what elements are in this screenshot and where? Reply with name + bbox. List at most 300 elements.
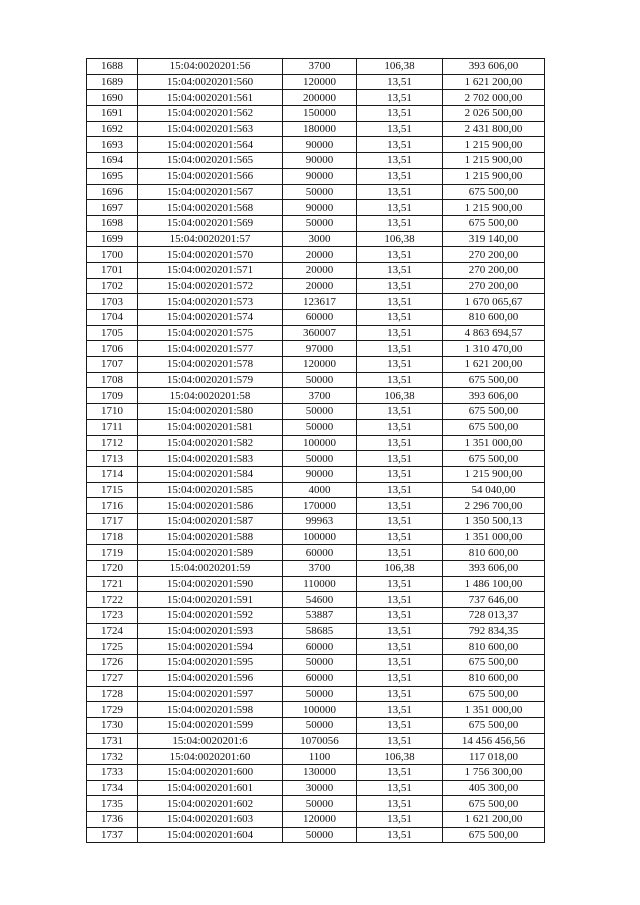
row-number-cell: 1727 — [87, 670, 138, 686]
cadastral-number-cell: 15:04:0020201:591 — [138, 592, 283, 608]
rate-cell: 13,51 — [357, 827, 443, 843]
rate-cell: 13,51 — [357, 466, 443, 482]
row-number-cell: 1717 — [87, 513, 138, 529]
row-number-cell: 1700 — [87, 247, 138, 263]
area-cell: 3000 — [283, 231, 357, 247]
value-cell: 737 646,00 — [443, 592, 545, 608]
area-cell: 120000 — [283, 74, 357, 90]
table-row — [87, 278, 545, 294]
value-cell: 319 140,00 — [443, 231, 545, 247]
value-cell: 675 500,00 — [443, 419, 545, 435]
value-cell: 405 300,00 — [443, 780, 545, 796]
cadastral-number-cell: 15:04:0020201:589 — [138, 545, 283, 561]
row-number-cell: 1711 — [87, 419, 138, 435]
row-number-cell: 1734 — [87, 780, 138, 796]
table-row — [87, 702, 545, 718]
table-row — [87, 357, 545, 373]
value-cell: 393 606,00 — [443, 561, 545, 577]
rate-cell: 13,51 — [357, 341, 443, 357]
area-cell: 3700 — [283, 561, 357, 577]
value-cell: 675 500,00 — [443, 215, 545, 231]
cadastral-number-cell: 15:04:0020201:581 — [138, 419, 283, 435]
row-number-cell: 1694 — [87, 153, 138, 169]
area-cell: 90000 — [283, 168, 357, 184]
table-row — [87, 686, 545, 702]
value-cell: 393 606,00 — [443, 59, 545, 75]
cadastral-number-cell: 15:04:0020201:56 — [138, 59, 283, 75]
table-row — [87, 749, 545, 765]
row-number-cell: 1710 — [87, 404, 138, 420]
value-cell: 1 351 000,00 — [443, 702, 545, 718]
table-row — [87, 184, 545, 200]
value-cell: 675 500,00 — [443, 404, 545, 420]
table-row — [87, 419, 545, 435]
row-number-cell: 1704 — [87, 310, 138, 326]
rate-cell: 13,51 — [357, 419, 443, 435]
table-row — [87, 717, 545, 733]
row-number-cell: 1690 — [87, 90, 138, 106]
table-row — [87, 231, 545, 247]
value-cell: 1 621 200,00 — [443, 357, 545, 373]
row-number-cell: 1720 — [87, 561, 138, 577]
rate-cell: 13,51 — [357, 278, 443, 294]
cadastral-number-cell: 15:04:0020201:6 — [138, 733, 283, 749]
value-cell: 675 500,00 — [443, 717, 545, 733]
cadastral-number-cell: 15:04:0020201:567 — [138, 184, 283, 200]
table-row — [87, 341, 545, 357]
area-cell: 90000 — [283, 200, 357, 216]
rate-cell: 13,51 — [357, 357, 443, 373]
table-row — [87, 137, 545, 153]
rate-cell: 106,38 — [357, 749, 443, 765]
row-number-cell: 1698 — [87, 215, 138, 231]
table-row — [87, 513, 545, 529]
table-body — [87, 59, 545, 843]
value-cell: 54 040,00 — [443, 482, 545, 498]
cadastral-number-cell: 15:04:0020201:58 — [138, 388, 283, 404]
row-number-cell: 1719 — [87, 545, 138, 561]
rate-cell: 13,51 — [357, 592, 443, 608]
row-number-cell: 1733 — [87, 764, 138, 780]
rate-cell: 13,51 — [357, 482, 443, 498]
rate-cell: 13,51 — [357, 153, 443, 169]
table-row — [87, 561, 545, 577]
rate-cell: 13,51 — [357, 294, 443, 310]
table-row — [87, 451, 545, 467]
value-cell: 1 756 300,00 — [443, 764, 545, 780]
rate-cell: 13,51 — [357, 655, 443, 671]
area-cell: 20000 — [283, 278, 357, 294]
row-number-cell: 1713 — [87, 451, 138, 467]
value-cell: 2 026 500,00 — [443, 106, 545, 122]
value-cell: 14 456 456,56 — [443, 733, 545, 749]
row-number-cell: 1689 — [87, 74, 138, 90]
cadastral-number-cell: 15:04:0020201:599 — [138, 717, 283, 733]
cadastral-number-cell: 15:04:0020201:573 — [138, 294, 283, 310]
row-number-cell: 1697 — [87, 200, 138, 216]
rate-cell: 13,51 — [357, 262, 443, 278]
area-cell: 20000 — [283, 247, 357, 263]
value-cell: 675 500,00 — [443, 655, 545, 671]
area-cell: 3700 — [283, 388, 357, 404]
cadastral-number-cell: 15:04:0020201:595 — [138, 655, 283, 671]
rate-cell: 13,51 — [357, 717, 443, 733]
value-cell: 1 215 900,00 — [443, 168, 545, 184]
table-row — [87, 670, 545, 686]
area-cell: 99963 — [283, 513, 357, 529]
area-cell: 60000 — [283, 639, 357, 655]
cadastral-number-cell: 15:04:0020201:596 — [138, 670, 283, 686]
cadastral-number-cell: 15:04:0020201:594 — [138, 639, 283, 655]
area-cell: 54600 — [283, 592, 357, 608]
area-cell: 50000 — [283, 184, 357, 200]
cadastral-number-cell: 15:04:0020201:584 — [138, 466, 283, 482]
row-number-cell: 1714 — [87, 466, 138, 482]
area-cell: 50000 — [283, 655, 357, 671]
cadastral-number-cell: 15:04:0020201:568 — [138, 200, 283, 216]
area-cell: 50000 — [283, 796, 357, 812]
row-number-cell: 1709 — [87, 388, 138, 404]
rate-cell: 13,51 — [357, 184, 443, 200]
value-cell: 810 600,00 — [443, 670, 545, 686]
row-number-cell: 1718 — [87, 529, 138, 545]
table-row — [87, 733, 545, 749]
cadastral-number-cell: 15:04:0020201:579 — [138, 372, 283, 388]
rate-cell: 13,51 — [357, 702, 443, 718]
cadastral-number-cell: 15:04:0020201:574 — [138, 310, 283, 326]
rate-cell: 13,51 — [357, 670, 443, 686]
table-row — [87, 153, 545, 169]
cadastral-number-cell: 15:04:0020201:562 — [138, 106, 283, 122]
row-number-cell: 1693 — [87, 137, 138, 153]
table-row — [87, 466, 545, 482]
area-cell: 50000 — [283, 372, 357, 388]
table-row — [87, 545, 545, 561]
value-cell: 675 500,00 — [443, 451, 545, 467]
rate-cell: 13,51 — [357, 325, 443, 341]
value-cell: 1 350 500,13 — [443, 513, 545, 529]
rate-cell: 13,51 — [357, 372, 443, 388]
rate-cell: 13,51 — [357, 200, 443, 216]
area-cell: 30000 — [283, 780, 357, 796]
rate-cell: 13,51 — [357, 106, 443, 122]
value-cell: 1 215 900,00 — [443, 466, 545, 482]
rate-cell: 13,51 — [357, 686, 443, 702]
value-cell: 1 215 900,00 — [443, 200, 545, 216]
table-row — [87, 310, 545, 326]
cadastral-number-cell: 15:04:0020201:564 — [138, 137, 283, 153]
cadastral-number-cell: 15:04:0020201:604 — [138, 827, 283, 843]
value-cell: 1 310 470,00 — [443, 341, 545, 357]
rate-cell: 13,51 — [357, 608, 443, 624]
row-number-cell: 1707 — [87, 357, 138, 373]
value-cell: 675 500,00 — [443, 686, 545, 702]
area-cell: 97000 — [283, 341, 357, 357]
area-cell: 90000 — [283, 466, 357, 482]
cadastral-number-cell: 15:04:0020201:577 — [138, 341, 283, 357]
value-cell: 2 431 800,00 — [443, 121, 545, 137]
area-cell: 20000 — [283, 262, 357, 278]
row-number-cell: 1706 — [87, 341, 138, 357]
row-number-cell: 1729 — [87, 702, 138, 718]
area-cell: 90000 — [283, 153, 357, 169]
table-row — [87, 106, 545, 122]
value-cell: 675 500,00 — [443, 372, 545, 388]
value-cell: 2 702 000,00 — [443, 90, 545, 106]
row-number-cell: 1726 — [87, 655, 138, 671]
area-cell: 120000 — [283, 357, 357, 373]
rate-cell: 13,51 — [357, 513, 443, 529]
cadastral-number-cell: 15:04:0020201:583 — [138, 451, 283, 467]
area-cell: 50000 — [283, 451, 357, 467]
table-row — [87, 247, 545, 263]
cadastral-number-cell: 15:04:0020201:563 — [138, 121, 283, 137]
row-number-cell: 1705 — [87, 325, 138, 341]
area-cell: 180000 — [283, 121, 357, 137]
row-number-cell: 1721 — [87, 576, 138, 592]
cadastral-number-cell: 15:04:0020201:561 — [138, 90, 283, 106]
cadastral-number-cell: 15:04:0020201:600 — [138, 764, 283, 780]
value-cell: 810 600,00 — [443, 639, 545, 655]
table-row — [87, 372, 545, 388]
table-row — [87, 827, 545, 843]
row-number-cell: 1715 — [87, 482, 138, 498]
rate-cell: 13,51 — [357, 780, 443, 796]
cadastral-number-cell: 15:04:0020201:593 — [138, 623, 283, 639]
cadastral-number-cell: 15:04:0020201:582 — [138, 435, 283, 451]
area-cell: 110000 — [283, 576, 357, 592]
rate-cell: 13,51 — [357, 576, 443, 592]
area-cell: 50000 — [283, 419, 357, 435]
cadastral-number-cell: 15:04:0020201:560 — [138, 74, 283, 90]
rate-cell: 13,51 — [357, 121, 443, 137]
table-row — [87, 90, 545, 106]
value-cell: 1 670 065,67 — [443, 294, 545, 310]
row-number-cell: 1712 — [87, 435, 138, 451]
table-row — [87, 168, 545, 184]
area-cell: 53887 — [283, 608, 357, 624]
area-cell: 58685 — [283, 623, 357, 639]
row-number-cell: 1691 — [87, 106, 138, 122]
value-cell: 1 621 200,00 — [443, 74, 545, 90]
value-cell: 675 500,00 — [443, 827, 545, 843]
value-cell: 2 296 700,00 — [443, 498, 545, 514]
rate-cell: 106,38 — [357, 561, 443, 577]
area-cell: 50000 — [283, 827, 357, 843]
row-number-cell: 1736 — [87, 812, 138, 828]
rate-cell: 13,51 — [357, 639, 443, 655]
row-number-cell: 1725 — [87, 639, 138, 655]
table-row — [87, 388, 545, 404]
row-number-cell: 1723 — [87, 608, 138, 624]
value-cell: 1 486 100,00 — [443, 576, 545, 592]
rate-cell: 13,51 — [357, 623, 443, 639]
area-cell: 100000 — [283, 435, 357, 451]
area-cell: 120000 — [283, 812, 357, 828]
table-row — [87, 74, 545, 90]
row-number-cell: 1737 — [87, 827, 138, 843]
table-row — [87, 59, 545, 75]
row-number-cell: 1724 — [87, 623, 138, 639]
row-number-cell: 1731 — [87, 733, 138, 749]
area-cell: 1070056 — [283, 733, 357, 749]
rate-cell: 13,51 — [357, 498, 443, 514]
value-cell: 675 500,00 — [443, 796, 545, 812]
value-cell: 792 834,35 — [443, 623, 545, 639]
cadastral-number-cell: 15:04:0020201:587 — [138, 513, 283, 529]
rate-cell: 13,51 — [357, 168, 443, 184]
rate-cell: 13,51 — [357, 545, 443, 561]
table-row — [87, 592, 545, 608]
rate-cell: 13,51 — [357, 404, 443, 420]
rate-cell: 13,51 — [357, 812, 443, 828]
area-cell: 4000 — [283, 482, 357, 498]
cadastral-number-cell: 15:04:0020201:580 — [138, 404, 283, 420]
table-row — [87, 404, 545, 420]
value-cell: 675 500,00 — [443, 184, 545, 200]
row-number-cell: 1716 — [87, 498, 138, 514]
table-row — [87, 780, 545, 796]
cadastral-number-cell: 15:04:0020201:578 — [138, 357, 283, 373]
value-cell: 1 621 200,00 — [443, 812, 545, 828]
area-cell: 200000 — [283, 90, 357, 106]
cadastral-number-cell: 15:04:0020201:603 — [138, 812, 283, 828]
rate-cell: 13,51 — [357, 764, 443, 780]
table-row — [87, 529, 545, 545]
area-cell: 50000 — [283, 717, 357, 733]
rate-cell: 13,51 — [357, 451, 443, 467]
cadastral-number-cell: 15:04:0020201:588 — [138, 529, 283, 545]
table-row — [87, 639, 545, 655]
area-cell: 3700 — [283, 59, 357, 75]
row-number-cell: 1728 — [87, 686, 138, 702]
area-cell: 170000 — [283, 498, 357, 514]
table-row — [87, 796, 545, 812]
value-cell: 810 600,00 — [443, 310, 545, 326]
value-cell: 270 200,00 — [443, 262, 545, 278]
table-row — [87, 482, 545, 498]
area-cell: 150000 — [283, 106, 357, 122]
row-number-cell: 1703 — [87, 294, 138, 310]
rate-cell: 106,38 — [357, 388, 443, 404]
table-row — [87, 623, 545, 639]
cadastral-number-cell: 15:04:0020201:59 — [138, 561, 283, 577]
rate-cell: 13,51 — [357, 310, 443, 326]
table-row — [87, 435, 545, 451]
cadastral-number-cell: 15:04:0020201:597 — [138, 686, 283, 702]
value-cell: 1 351 000,00 — [443, 435, 545, 451]
rate-cell: 13,51 — [357, 435, 443, 451]
table-row — [87, 764, 545, 780]
row-number-cell: 1696 — [87, 184, 138, 200]
row-number-cell: 1708 — [87, 372, 138, 388]
cadastral-number-cell: 15:04:0020201:601 — [138, 780, 283, 796]
row-number-cell: 1732 — [87, 749, 138, 765]
cadastral-number-cell: 15:04:0020201:60 — [138, 749, 283, 765]
area-cell: 130000 — [283, 764, 357, 780]
rate-cell: 13,51 — [357, 74, 443, 90]
value-cell: 117 018,00 — [443, 749, 545, 765]
row-number-cell: 1688 — [87, 59, 138, 75]
area-cell: 60000 — [283, 670, 357, 686]
area-cell: 60000 — [283, 310, 357, 326]
value-cell: 4 863 694,57 — [443, 325, 545, 341]
rate-cell: 13,51 — [357, 215, 443, 231]
value-cell: 728 013,37 — [443, 608, 545, 624]
cadastral-number-cell: 15:04:0020201:572 — [138, 278, 283, 294]
cadastral-number-cell: 15:04:0020201:57 — [138, 231, 283, 247]
cadastral-number-cell: 15:04:0020201:570 — [138, 247, 283, 263]
table-row — [87, 215, 545, 231]
rate-cell: 13,51 — [357, 796, 443, 812]
cadastral-number-cell: 15:04:0020201:585 — [138, 482, 283, 498]
area-cell: 123617 — [283, 294, 357, 310]
row-number-cell: 1735 — [87, 796, 138, 812]
area-cell: 50000 — [283, 686, 357, 702]
table-row — [87, 294, 545, 310]
table-row — [87, 200, 545, 216]
value-cell: 270 200,00 — [443, 247, 545, 263]
value-cell: 270 200,00 — [443, 278, 545, 294]
cadastral-number-cell: 15:04:0020201:569 — [138, 215, 283, 231]
area-cell: 50000 — [283, 215, 357, 231]
row-number-cell: 1695 — [87, 168, 138, 184]
cadastral-number-cell: 15:04:0020201:586 — [138, 498, 283, 514]
row-number-cell: 1701 — [87, 262, 138, 278]
area-cell: 360007 — [283, 325, 357, 341]
table-row — [87, 655, 545, 671]
area-cell: 50000 — [283, 404, 357, 420]
table-row — [87, 576, 545, 592]
row-number-cell: 1722 — [87, 592, 138, 608]
cadastral-number-cell: 15:04:0020201:575 — [138, 325, 283, 341]
area-cell: 100000 — [283, 702, 357, 718]
cadastral-number-cell: 15:04:0020201:566 — [138, 168, 283, 184]
cadastral-number-cell: 15:04:0020201:602 — [138, 796, 283, 812]
cadastral-number-cell: 15:04:0020201:592 — [138, 608, 283, 624]
value-cell: 1 215 900,00 — [443, 153, 545, 169]
rate-cell: 13,51 — [357, 247, 443, 263]
row-number-cell: 1692 — [87, 121, 138, 137]
value-cell: 393 606,00 — [443, 388, 545, 404]
table-row — [87, 608, 545, 624]
rate-cell: 13,51 — [357, 137, 443, 153]
area-cell: 1100 — [283, 749, 357, 765]
area-cell: 100000 — [283, 529, 357, 545]
table-row — [87, 498, 545, 514]
rate-cell: 13,51 — [357, 90, 443, 106]
value-cell: 1 351 000,00 — [443, 529, 545, 545]
value-cell: 1 215 900,00 — [443, 137, 545, 153]
land-parcel-table — [86, 58, 545, 843]
table-row — [87, 325, 545, 341]
table-row — [87, 262, 545, 278]
rate-cell: 13,51 — [357, 733, 443, 749]
rate-cell: 106,38 — [357, 231, 443, 247]
rate-cell: 13,51 — [357, 529, 443, 545]
row-number-cell: 1699 — [87, 231, 138, 247]
cadastral-number-cell: 15:04:0020201:571 — [138, 262, 283, 278]
area-cell: 60000 — [283, 545, 357, 561]
area-cell: 90000 — [283, 137, 357, 153]
rate-cell: 106,38 — [357, 59, 443, 75]
cadastral-number-cell: 15:04:0020201:565 — [138, 153, 283, 169]
table-row — [87, 121, 545, 137]
row-number-cell: 1730 — [87, 717, 138, 733]
cadastral-number-cell: 15:04:0020201:598 — [138, 702, 283, 718]
cadastral-number-cell: 15:04:0020201:590 — [138, 576, 283, 592]
table-row — [87, 812, 545, 828]
